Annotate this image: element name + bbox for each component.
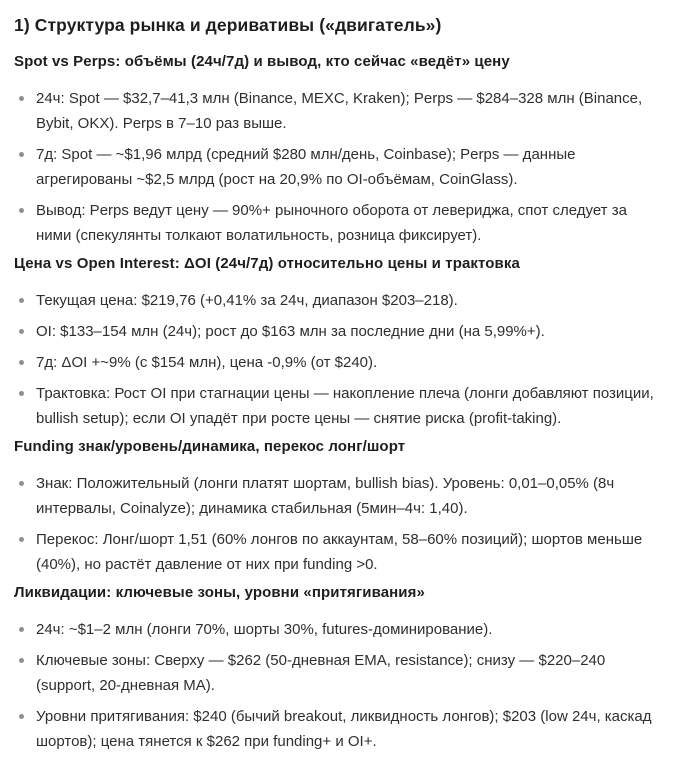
bullet-text: OI: $133–154 млн (24ч); рост до $163 млн за последние дни (на 5,99%+). xyxy=(36,323,545,340)
bullet-dot-icon xyxy=(19,391,24,396)
bullet-dot-icon xyxy=(19,658,24,663)
bullet-dot-icon xyxy=(19,152,24,157)
bullet-list xyxy=(14,288,666,431)
bullet-item xyxy=(14,198,666,248)
bullet-dot-icon xyxy=(19,627,24,632)
bullet-dot-icon xyxy=(19,481,24,486)
bullet-text: 24ч: Spot — $32,7–41,3 млн (Binance, MEXC, Kraken); Perps — $284–328 млн (Binance, Bybit, OKX). Perps в 7–10 раз выше. xyxy=(36,90,643,132)
section-heading: Ликвидации: ключевые зоны, уровни «притягивания» xyxy=(14,584,425,601)
document-sections xyxy=(14,52,666,754)
bullet-item xyxy=(14,86,666,136)
bullet-list xyxy=(14,471,666,577)
bullet-dot-icon xyxy=(19,208,24,213)
section-heading: Funding знак/уровень/динамика, перекос лонг/шорт xyxy=(14,438,406,455)
bullet-text: Ключевые зоны: Сверху — $262 (50-дневная EMA, resistance); снизу — $220–240 (support, 20-дневная MA). xyxy=(36,652,606,694)
bullet-item xyxy=(14,350,666,375)
bullet-item xyxy=(14,527,666,577)
bullet-item xyxy=(14,648,666,698)
bullet-list xyxy=(14,86,666,248)
bullet-dot-icon xyxy=(19,714,24,719)
bullet-text: Знак: Положительный (лонги платят шортам, bullish bias). Уровень: 0,01–0,05% (8ч интервалы, Coinalyze); динамика стабильная (5мин–4ч: 1,40). xyxy=(36,475,615,517)
bullet-dot-icon xyxy=(19,537,24,542)
bullet-text: 7д: Spot — ~$1,96 млрд (средний $280 млн/день, Coinbase); Perps — данные агрегированы ~$2,5 млрд (рост на 20,9% по OI-объёмам, CoinGlass). xyxy=(36,146,576,188)
bullet-item xyxy=(14,617,666,642)
bullet-dot-icon xyxy=(19,96,24,101)
bullet-item xyxy=(14,704,666,754)
bullet-dot-icon xyxy=(19,329,24,334)
bullet-item xyxy=(14,142,666,192)
bullet-item xyxy=(14,381,666,431)
bullet-item xyxy=(14,288,666,313)
bullet-text: 24ч: ~$1–2 млн (лонги 70%, шорты 30%, futures-доминирование). xyxy=(36,621,493,638)
bullet-item xyxy=(14,319,666,344)
section-heading: Spot vs Perps: объёмы (24ч/7д) и вывод, кто сейчас «ведёт» цену xyxy=(14,53,510,70)
bullet-dot-icon xyxy=(19,360,24,365)
bullet-text: Трактовка: Рост OI при стагнации цены — накопление плеча (лонги добавляют позиции, bullish setup); если OI упадёт при росте цены — снятие риска (profit-taking). xyxy=(36,385,654,427)
bullet-text: 7д: ΔOI +~9% (с $154 млн), цена -0,9% (от $240). xyxy=(36,354,378,371)
bullet-text: Текущая цена: $219,76 (+0,41% за 24ч, диапазон $203–218). xyxy=(36,292,458,309)
bullet-list xyxy=(14,617,666,754)
bullet-text: Вывод: Perps ведут цену — 90%+ рыночного оборота от левериджа, спот следует за ними (спекулянты толкают волатильность, розница фиксирует). xyxy=(36,202,627,244)
bullet-text: Уровни притягивания: $240 (бычий breakout, ликвидность лонгов); $203 (low 24ч, каскад шортов); цена тянется к $262 при funding+ и OI+. xyxy=(36,708,652,750)
bullet-item xyxy=(14,471,666,521)
section-heading: Цена vs Open Interest: ΔOI (24ч/7д) относительно цены и трактовка xyxy=(14,255,520,272)
page-title: 1) Структура рынка и деривативы («двигатель») xyxy=(14,15,442,35)
bullet-text: Перекос: Лонг/шорт 1,51 (60% лонгов по аккаунтам, 58–60% позиций); шортов меньше (40%), но растёт давление от них при funding >0. xyxy=(36,531,643,573)
bullet-dot-icon xyxy=(19,298,24,303)
